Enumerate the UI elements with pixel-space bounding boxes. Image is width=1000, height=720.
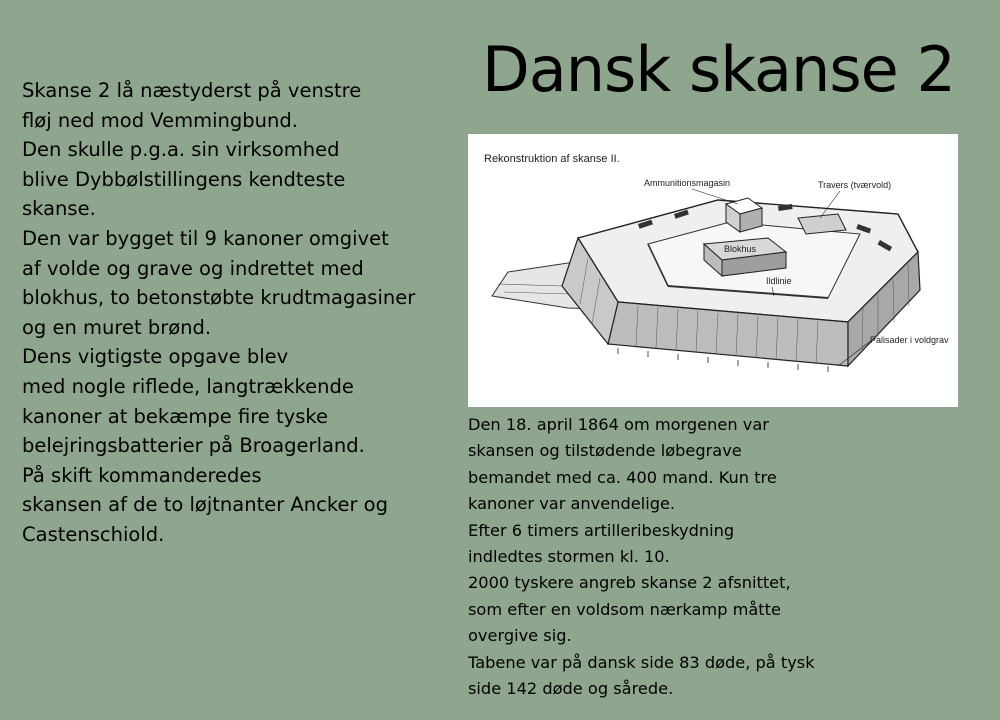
label-ildlinie: Ildlinie xyxy=(766,276,792,286)
fortification-illustration xyxy=(468,134,958,407)
text-line: fløj ned mod Vemmingbund. xyxy=(22,108,298,132)
text-line: Den skulle p.g.a. sin virksomhed xyxy=(22,138,340,162)
text-line: med nogle riflede, langtrækkende xyxy=(22,374,354,398)
text-line: Efter 6 timers artilleribeskydning xyxy=(468,520,735,540)
text-line: overgive sig. xyxy=(468,626,572,646)
label-blokhus: Blokhus xyxy=(724,244,757,254)
text-line: indledtes stormen kl. 10. xyxy=(468,547,670,567)
text-line: side 142 døde og sårede. xyxy=(468,679,674,699)
page-title: Dansk skanse 2 xyxy=(482,33,955,106)
text-line: bemandet med ca. 400 mand. Kun tre xyxy=(468,467,777,487)
right-text-block xyxy=(468,412,968,702)
text-line: kanoner at bekæmpe fire tyske xyxy=(22,404,328,428)
text-line: af volde og grave og indrettet med xyxy=(22,256,364,280)
text-line: belejringsbatterier på Broagerland. xyxy=(22,434,365,458)
text-line: Castenschiold. xyxy=(22,522,165,546)
text-line: skansen og tilstødende løbegrave xyxy=(468,441,742,461)
text-line: kanoner var anvendelige. xyxy=(468,494,676,514)
text-line: blive Dybbølstillingens kendteste xyxy=(22,167,346,191)
text-line: blokhus, to betonstøbte krudtmagasiner xyxy=(22,286,416,310)
text-line: skanse. xyxy=(22,197,96,221)
text-line: skansen af de to løjtnanter Ancker og xyxy=(22,493,388,517)
left-text-block xyxy=(22,76,467,550)
label-ammunitionsmagasin: Ammunitionsmagasin xyxy=(644,178,731,188)
text-line: Tabene var på dansk side 83 døde, på tysk xyxy=(468,652,815,672)
text-line: På skift kommanderedes xyxy=(22,463,262,487)
label-travers: Travers (tværvold) xyxy=(818,180,892,190)
label-palisader: Palisader i voldgrav xyxy=(870,335,949,345)
text-line: Den var bygget til 9 kanoner omgivet xyxy=(22,226,389,250)
text-line: Dens vigtigste opgave blev xyxy=(22,345,289,369)
text-line: 2000 tyskere angreb skanse 2 afsnittet, xyxy=(468,573,791,593)
text-line: og en muret brønd. xyxy=(22,315,212,339)
text-line: Den 18. april 1864 om morgenen var xyxy=(468,415,769,434)
fortification-drawing xyxy=(468,134,958,407)
text-line: Skanse 2 lå næstyderst på venstre xyxy=(22,79,362,102)
figure-caption: Rekonstruktion af skanse II. xyxy=(484,153,620,165)
text-line: som efter en voldsom nærkamp måtte xyxy=(468,599,781,619)
